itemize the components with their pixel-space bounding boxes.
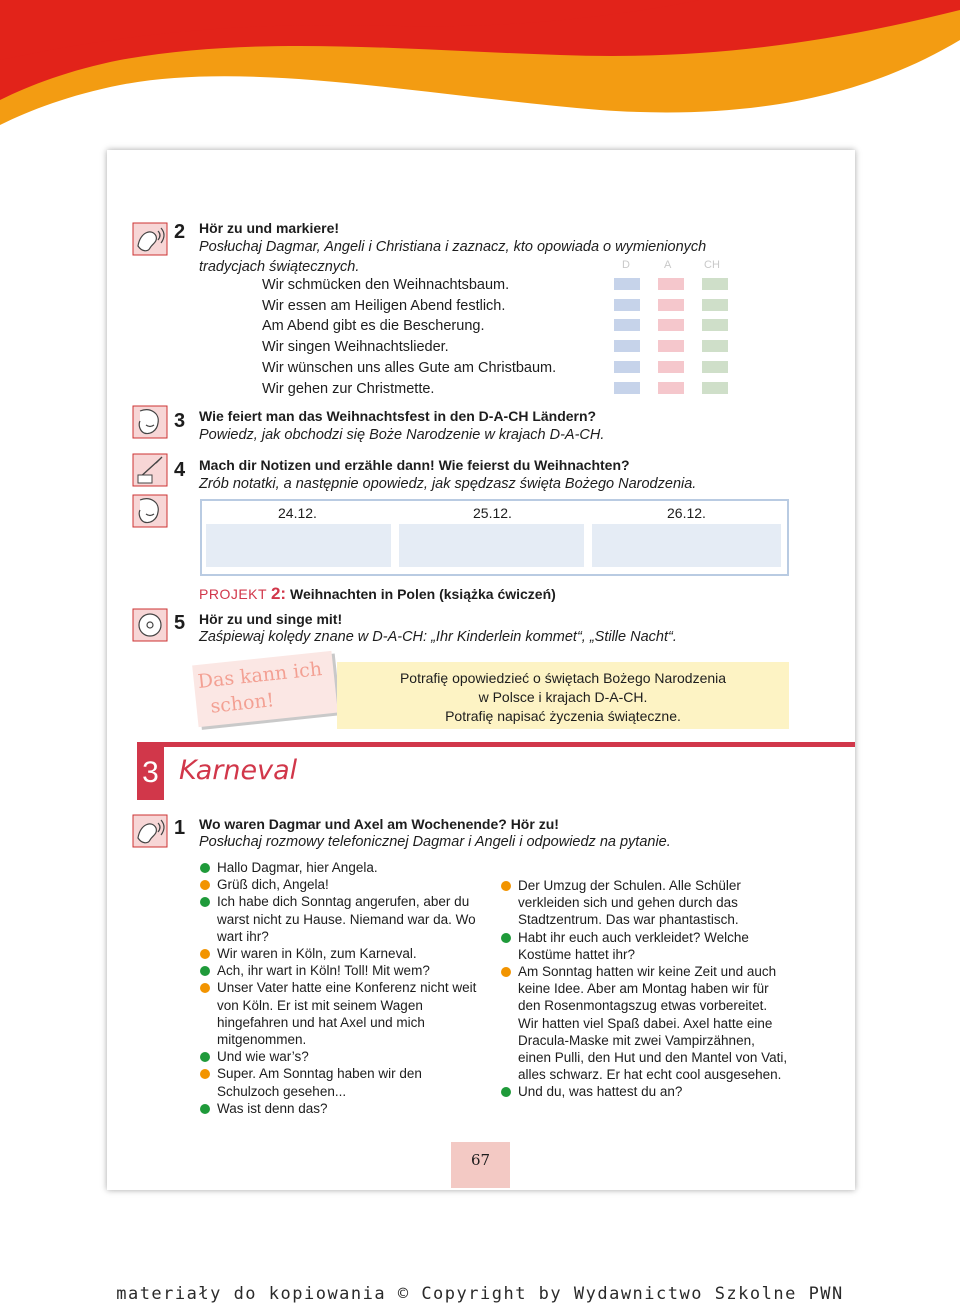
project-label: PROJEKT	[199, 586, 268, 602]
orange-speaker-bullet	[501, 967, 511, 977]
statement: Wir essen am Heiligen Abend festlich.	[262, 298, 506, 314]
cd-icon	[132, 608, 168, 642]
statement: Wir schmücken den Weihnachtsbaum.	[262, 277, 510, 293]
answer-checkbox-a[interactable]	[658, 382, 684, 394]
orange-speaker-bullet	[200, 1069, 210, 1079]
dialog-column-left	[200, 859, 480, 1117]
answer-checkbox-ch[interactable]	[702, 278, 728, 290]
can-do-box	[337, 662, 789, 729]
dialog-column-right	[501, 877, 791, 1101]
dialog-text: Habt ihr euch auch verkleidet? Welche Kostüme hattet ihr?	[518, 929, 749, 962]
dialog-line	[200, 945, 480, 962]
column-header-a: A	[664, 259, 672, 271]
dialog-text: Super. Am Sonntag haben wir den Schulzoch gesehen...	[217, 1066, 422, 1099]
exercise-title: Wie feiert man das Weihnachtsfest in den D-A-CH Ländern?	[199, 408, 597, 424]
orange-speaker-bullet	[200, 949, 210, 959]
dialog-line	[501, 963, 791, 1083]
exercise-instruction: Zrób notatki, a następnie opowiedz, jak spędzasz święta Bożego Narodzenia.	[199, 476, 697, 492]
answer-checkbox-a[interactable]	[658, 278, 684, 290]
orange-speaker-bullet	[501, 881, 511, 891]
stamp-line2: schon!	[209, 689, 276, 718]
exercise-number: 1	[174, 817, 186, 839]
green-speaker-bullet	[200, 966, 210, 976]
dialog-line	[200, 979, 480, 1048]
statement: Wir wünschen uns alles Gute am Christbaum.	[262, 360, 557, 376]
header-wave-decoration	[0, 0, 960, 160]
orange-speaker-bullet	[200, 983, 210, 993]
date-label: 24.12.	[278, 505, 317, 521]
dialog-text: Am Sonntag hatten wir keine Zeit und auch keine Idee. Aber am Montag haben wir für den Rosenmontagszug etwas vorbereitet. Wir hatten viel Spaß dabei. Axel hatte eine Dracula-Maske mit zwei Vampirzähnen, einen Pulli, den Hut und den Mantel von Vati, alles schwarz. Er hat echt cool ausgesehen.	[518, 964, 788, 1083]
dialog-line	[200, 893, 480, 945]
green-speaker-bullet	[501, 1087, 511, 1097]
dialog-line	[200, 1065, 480, 1099]
can-do-line: w Polsce i krajach D-A-CH.	[478, 689, 648, 705]
dialog-line	[200, 876, 480, 893]
answer-checkbox-d[interactable]	[614, 278, 640, 290]
dialog-line	[200, 962, 480, 979]
exercise-instruction: Powiedz, jak obchodzi się Boże Narodzenie w krajach D-A-CH.	[199, 427, 605, 443]
answer-checkbox-a[interactable]	[658, 361, 684, 373]
exercise-number: 4	[174, 459, 186, 481]
dialog-line	[200, 1048, 480, 1065]
exercise-title: Mach dir Notizen und erzähle dann! Wie feierst du Weihnachten?	[199, 457, 630, 473]
dialog-text: Was ist denn das?	[217, 1100, 328, 1116]
answer-checkbox-ch[interactable]	[702, 361, 728, 373]
statement: Wir gehen zur Christmette.	[262, 381, 435, 397]
writing-icon	[132, 453, 168, 487]
column-header-ch: CH	[704, 259, 720, 271]
speaking-icon	[132, 405, 168, 439]
statement: Wir singen Weihnachtslieder.	[262, 339, 449, 355]
exercise-instruction: Zaśpiewaj kolędy znane w D-A-CH: „Ihr Kinderlein kommet“, „Stille Nacht“.	[199, 629, 677, 645]
dialog-text: Ich habe dich Sonntag angerufen, aber du warst nicht zu Hause. Niemand war da. Wo wart ihr?	[217, 894, 476, 944]
dialog-text: Hallo Dagmar, hier Angela.	[217, 860, 378, 875]
notes-field-24[interactable]	[206, 524, 391, 567]
answer-checkbox-ch[interactable]	[702, 382, 728, 394]
project-title: Weihnachten in Polen (książka ćwiczeń)	[289, 586, 556, 602]
answer-checkbox-d[interactable]	[614, 319, 640, 331]
answer-checkbox-ch[interactable]	[702, 319, 728, 331]
copyright-footer: materiały do kopiowania © Copyright by Wydawnictwo Szkolne PWN	[116, 1284, 844, 1304]
section-rule	[137, 742, 855, 747]
answer-checkbox-d[interactable]	[614, 340, 640, 352]
answer-checkbox-ch[interactable]	[702, 299, 728, 311]
exercise-title: Wo waren Dagmar und Axel am Wochenende? Hör zu!	[199, 816, 559, 832]
dialog-text: Und du, was hattest du an?	[518, 1084, 683, 1100]
dialog-line	[501, 1083, 791, 1100]
dialog-text: Grüß dich, Angela!	[217, 877, 329, 893]
answer-checkbox-ch[interactable]	[702, 340, 728, 352]
green-speaker-bullet	[200, 1104, 210, 1114]
exercise-title: Hör zu und markiere!	[199, 220, 340, 236]
answer-checkbox-d[interactable]	[614, 299, 640, 311]
listening-icon	[132, 222, 168, 256]
speaking-icon	[132, 494, 168, 528]
notes-field-26[interactable]	[592, 524, 781, 567]
dialog-line	[200, 859, 480, 876]
can-do-line: Potrafię napisać życzenia świąteczne.	[445, 708, 681, 724]
exercise-number: 2	[174, 221, 186, 243]
section-title: Karneval	[179, 755, 298, 786]
dialog-line	[501, 877, 791, 929]
dialog-text: Der Umzug der Schulen. Alle Schüler verkleiden sich und gehen durch das Stadtzentrum. Das war phantastisch.	[518, 878, 741, 928]
listening-icon	[132, 814, 168, 848]
answer-checkbox-d[interactable]	[614, 382, 640, 394]
project-number: 2:	[270, 584, 287, 603]
answer-checkbox-a[interactable]	[658, 299, 684, 311]
can-do-line: Potrafię opowiedzieć o świętach Bożego Narodzenia	[399, 670, 727, 686]
answer-checkbox-a[interactable]	[658, 340, 684, 352]
answer-checkbox-d[interactable]	[614, 361, 640, 373]
dialog-text: Und wie war’s?	[217, 1049, 309, 1065]
exercise-title: Hör zu und singe mit!	[199, 611, 343, 627]
orange-speaker-bullet	[200, 880, 210, 890]
answer-checkbox-a[interactable]	[658, 319, 684, 331]
section-number: 3	[137, 742, 164, 800]
stamp-line1: Das kann ich	[196, 658, 324, 693]
green-speaker-bullet	[200, 863, 210, 873]
notes-field-25[interactable]	[399, 524, 584, 567]
dialog-text: Unser Vater hatte eine Konferenz nicht weit von Köln. Er ist mit seinem Wagen hingefahren und hat Axel und mich mitgenommen.	[217, 980, 477, 1048]
exercise-number: 3	[174, 410, 186, 432]
date-label: 25.12.	[473, 505, 512, 521]
date-label: 26.12.	[667, 505, 706, 521]
dialog-line	[501, 929, 791, 963]
statement: Am Abend gibt es die Bescherung.	[262, 318, 485, 334]
project-heading	[199, 584, 556, 604]
exercise-instruction: Posłuchaj rozmowy telefonicznej Dagmar i Angeli i odpowiedz na pytanie.	[199, 834, 671, 850]
green-speaker-bullet	[200, 897, 210, 907]
dialog-text: Ach, ihr wart in Köln! Toll! Mit wem?	[217, 963, 430, 979]
green-speaker-bullet	[501, 933, 511, 943]
dialog-line	[200, 1100, 480, 1117]
green-speaker-bullet	[200, 1052, 210, 1062]
exercise-number: 5	[174, 612, 186, 634]
dialog-text: Wir waren in Köln, zum Karneval.	[217, 946, 417, 962]
page-number: 67	[451, 1142, 510, 1188]
exercise-instruction: Posłuchaj Dagmar, Angeli i Christiana i zaznacz, kto opowiada o wymienionych tradycjach świątecznych.	[199, 239, 707, 275]
column-header-d: D	[622, 259, 630, 271]
